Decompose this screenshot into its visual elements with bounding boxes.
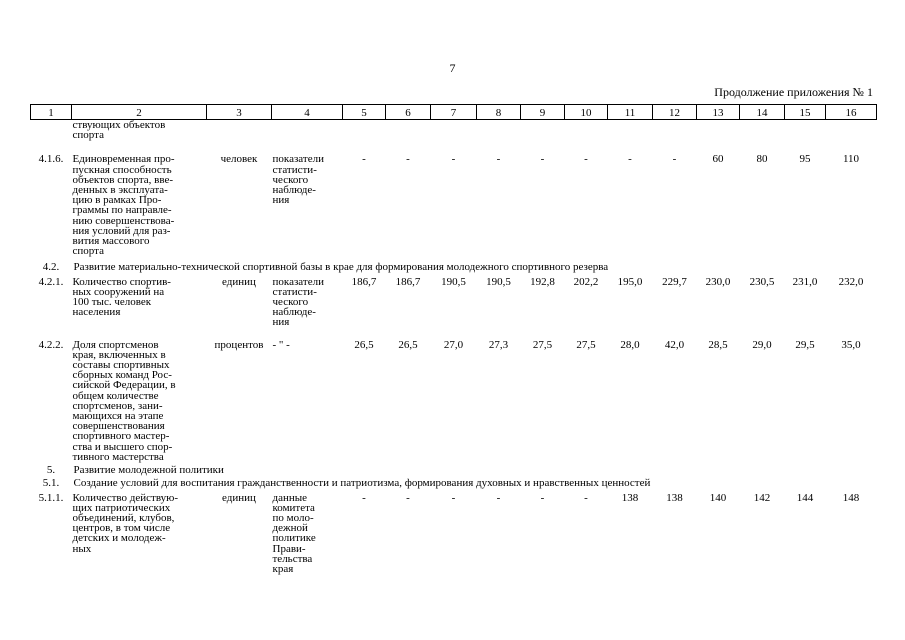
unit-of-measure: единиц (222, 275, 256, 288)
value-cell: - (496, 153, 501, 166)
value-cell: 28,5 (708, 338, 728, 351)
column-header-14: 14 (740, 105, 785, 120)
value-cell: - (362, 153, 366, 166)
value-cell: - (451, 153, 456, 166)
section-title: Развитие молодежной политики (73, 464, 224, 477)
row-number: 5.1.1. (38, 491, 64, 504)
value-cell (386, 120, 431, 141)
value-cell: 28,0 (620, 338, 640, 351)
value-cell: - (406, 491, 410, 504)
column-header-5: 5 (343, 105, 386, 120)
table-row (31, 140, 877, 256)
section-row (31, 256, 877, 272)
value-cell: 138 (621, 491, 639, 504)
value-cell (608, 120, 653, 141)
section-title: Развитие материально-технической спортивной базы в крае для формирования молодежного спортивного резерва (73, 261, 609, 274)
value-cell: 27,0 (443, 338, 464, 351)
value-cell: 190,5 (441, 275, 466, 288)
unit-of-measure (207, 120, 272, 141)
value-cell (697, 120, 740, 141)
table-row (31, 120, 877, 141)
row-number: 4.2.2. (38, 338, 64, 351)
value-cell: 29,5 (795, 338, 815, 351)
section-row (31, 475, 877, 488)
section-number: 5.1. (42, 477, 60, 490)
value-cell: 26,5 (398, 338, 418, 351)
value-cell: 35,0 (841, 338, 861, 351)
value-cell: - (584, 153, 588, 166)
table-row (31, 273, 877, 328)
indicator-name: ствующих объектов спорта (72, 119, 166, 142)
value-cell: 140 (709, 491, 727, 504)
value-cell: - (540, 491, 545, 504)
value-cell: - (584, 491, 588, 504)
value-cell: 186,7 (395, 275, 421, 288)
value-cell: - (406, 153, 410, 166)
value-cell: - (496, 491, 501, 504)
unit-of-measure: процентов (214, 338, 264, 351)
column-header-11: 11 (608, 105, 653, 120)
row-number: 4.1.6. (38, 153, 64, 166)
section-title: Создание условий для воспитания гражданственности и патриотизма, формирования духовных и нравственных ценностей (73, 477, 651, 490)
column-header-6: 6 (386, 105, 431, 120)
table-row (31, 489, 877, 575)
value-cell: 60 (712, 153, 724, 166)
unit-of-measure: единиц (222, 491, 256, 504)
data-source: - " - (272, 338, 290, 351)
value-cell (565, 120, 608, 141)
value-cell (477, 120, 521, 141)
value-cell: 230,0 (705, 275, 731, 288)
value-cell: 80 (756, 153, 768, 166)
column-header-9: 9 (521, 105, 565, 120)
value-cell: 138 (666, 491, 683, 504)
value-cell: 190,5 (486, 275, 511, 288)
column-header-13: 13 (697, 105, 740, 120)
value-cell: - (540, 153, 545, 166)
value-cell (826, 120, 877, 141)
value-cell: 232,0 (838, 275, 864, 288)
continuation-note: Продолжение приложения № 1 (714, 85, 873, 99)
page-number: 7 (449, 61, 456, 75)
value-cell: 42,0 (664, 338, 685, 351)
indicator-name: Количество действую- щих патриотических объединений, клубов, центров, в том числе детских и молодеж- ных (72, 491, 179, 555)
unit-of-measure: человек (220, 153, 258, 166)
column-header-3: 3 (207, 105, 272, 120)
value-cell (431, 120, 477, 141)
value-cell: 27,5 (576, 338, 596, 351)
value-cell: 186,7 (351, 275, 377, 288)
value-cell (785, 120, 826, 141)
column-header-15: 15 (785, 105, 826, 120)
indicator-name: Доля спортсменов края, включенных в составы спортивных сборных команд Рос- сийской Федерации, в общем количестве спортсменов, зани- мающихся на этапе совершенствования спортивного мастер- ства и высшего спор- тивного мастерства (72, 338, 176, 463)
value-cell: 144 (796, 491, 814, 504)
table-body (31, 120, 877, 575)
value-cell: - (628, 153, 632, 166)
value-cell: 142 (753, 491, 771, 504)
value-cell (653, 120, 697, 141)
column-header-10: 10 (565, 105, 608, 120)
indicators-table (30, 104, 877, 574)
value-cell: 29,0 (752, 338, 772, 351)
data-source: данные комитета по моло- дежной политике Прави- тельства края (272, 491, 316, 575)
column-header-2: 2 (72, 105, 207, 120)
indicator-name: Количество спортив- ных сооружений на 100 тыс. человек населения (72, 275, 171, 319)
indicator-name: Единовременная про- пускная способность объектов спорта, вве- денных в эксплуата- цию в рамках Про- граммы по направле- нию совершенствова- ния условий для раз- вития массового спорта (72, 153, 175, 258)
column-header-12: 12 (653, 105, 697, 120)
value-cell: 148 (842, 491, 860, 504)
section-row (31, 462, 877, 475)
value-cell: 229,7 (662, 275, 687, 288)
column-header-1: 1 (31, 105, 72, 120)
value-cell: 110 (842, 153, 860, 166)
value-cell (740, 120, 785, 141)
column-header-8: 8 (477, 105, 521, 120)
value-cell: 230,5 (749, 275, 775, 288)
value-cell: 192,8 (530, 275, 555, 288)
row-number: 4.2.1. (38, 275, 64, 288)
value-cell (343, 120, 386, 141)
row-number (31, 120, 72, 141)
data-source (272, 120, 343, 141)
table-header-row (31, 105, 877, 120)
value-cell: 202,2 (573, 275, 599, 288)
table-row (31, 328, 877, 462)
section-number: 4.2. (42, 261, 60, 274)
value-cell: - (672, 153, 677, 166)
column-header-7: 7 (431, 105, 477, 120)
value-cell: 231,0 (792, 275, 818, 288)
section-number: 5. (46, 464, 56, 477)
value-cell (521, 120, 565, 141)
column-header-4: 4 (272, 105, 343, 120)
data-source: показатели статисти- ческого наблюде- ния (272, 153, 324, 207)
value-cell: - (362, 491, 366, 504)
value-cell: 27,5 (532, 338, 553, 351)
data-source: показатели статисти- ческого наблюде- ния (272, 275, 324, 329)
value-cell: - (451, 491, 456, 504)
value-cell: 27,3 (488, 338, 509, 351)
value-cell: 95 (799, 153, 811, 166)
value-cell: 195,0 (617, 275, 643, 288)
value-cell: 26,5 (354, 338, 374, 351)
column-header-16: 16 (826, 105, 877, 120)
